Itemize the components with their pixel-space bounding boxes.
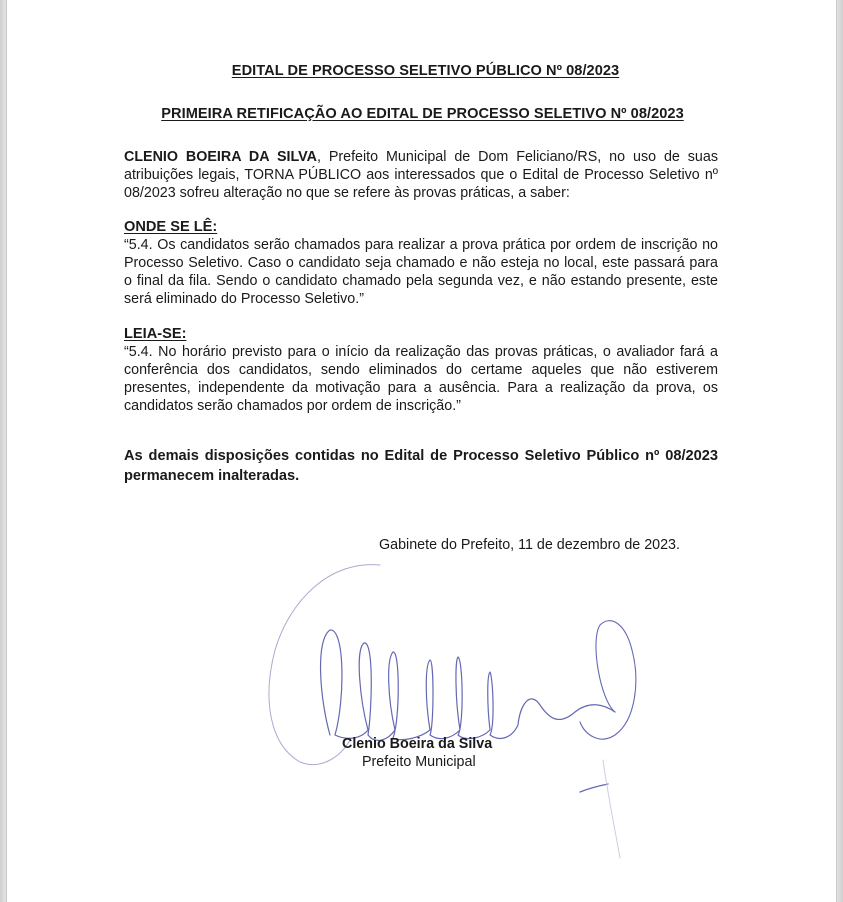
section-onde-se-le	[124, 218, 718, 308]
intro-paragraph	[124, 148, 718, 202]
page-edge-right	[837, 0, 843, 902]
mayor-name: CLENIO BOEIRA DA SILVA	[124, 149, 317, 165]
section-leia-se	[124, 325, 718, 415]
closing-statement	[124, 446, 718, 486]
document-subtitle: PRIMEIRA RETIFICAÇÃO AO EDITAL DE PROCESSO SELETIVO Nº 08/2023	[161, 106, 684, 122]
document-title: EDITAL DE PROCESSO SELETIVO PÚBLICO Nº 08/2023	[231, 63, 620, 79]
signatory-role: Prefeito Municipal	[362, 754, 476, 770]
signatory-name: Clenio Boeira da Silva	[342, 736, 493, 752]
section-heading: LEIA-SE:	[124, 326, 187, 342]
amended-clause-text: “5.4. No horário previsto para o início da realização das provas práticas, o avaliador fará a conferência dos candidatos, sendo eliminados do certame aqueles que não estiverem presentes, independente da motivação para a ausência. Para a realização da prova, os candidatos serão chamados por ordem de inscrição.”	[124, 344, 718, 414]
original-clause-text: “5.4. Os candidatos serão chamados para realizar a prova prática por ordem de inscrição no Processo Seletivo. Caso o candidato seja chamado e não esteja no local, este passará para o final da fila. Sendo o candidato chamado pela segunda vez, e não estando presente, este será eliminado do Processo Seletivo.”	[124, 237, 718, 307]
section-heading: ONDE SE LÊ:	[124, 219, 218, 235]
closing-text: As demais disposições contidas no Edital de Processo Seletivo Público nº 08/2023 permanecem inalteradas.	[124, 448, 718, 484]
place-and-date: Gabinete do Prefeito, 11 de dezembro de 2023.	[379, 537, 680, 553]
intro-text: , Prefeito Municipal de Dom Feliciano/RS, no uso de suas atribuições legais, TORNA PÚBLICO aos interessados que o Edital de Processo Seletivo nº 08/2023 sofreu alteração no que se refere às provas práticas, a saber:	[124, 149, 718, 201]
